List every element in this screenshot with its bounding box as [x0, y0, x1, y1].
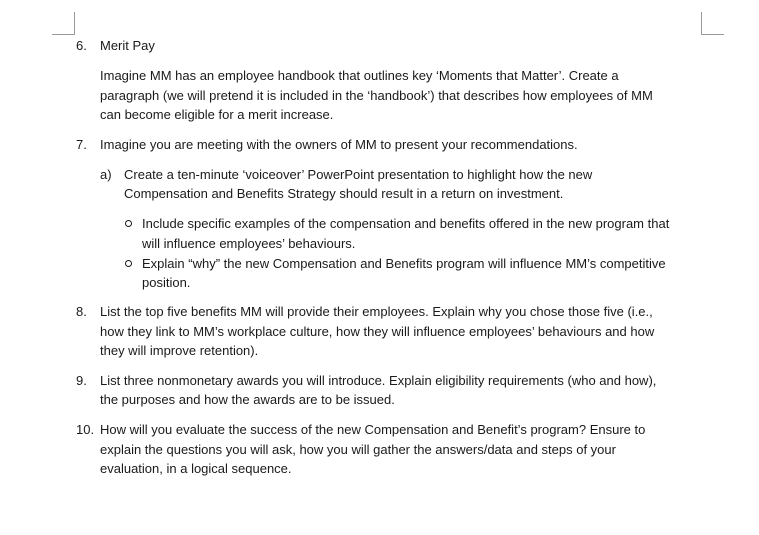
item-line: List three nonmonetary awards you will introduce. Explain eligibility requirements (who and how), — [100, 373, 657, 388]
item-line: evaluation, in a logical sequence. — [100, 461, 292, 476]
paragraph-line: can become eligible for a merit increase. — [100, 107, 334, 122]
bullet-line: Include specific examples of the compensation and benefits offered in the new program that — [142, 216, 670, 231]
item-line: how they link to MM’s workplace culture, how they will influence employees’ behaviours and how — [100, 324, 655, 339]
paragraph-line: paragraph (we will pretend it is included in the ‘handbook’) that describes how employees of MM — [100, 88, 653, 103]
sub-item-line: Compensation and Benefits Strategy should result in a return on investment. — [124, 186, 564, 201]
item-number: 6. — [76, 38, 87, 53]
item-line: the purposes and how the awards are to be issued. — [100, 392, 395, 407]
page-margin-corner-right — [701, 12, 724, 35]
sub-item-letter: a) — [100, 167, 112, 182]
item-line: explain the questions you will ask, how you will gather the answers/data and steps of your — [100, 442, 616, 457]
item-line: List the top five benefits MM will provide their employees. Explain why you chose those five (i.e., — [100, 304, 653, 319]
item-line: How will you evaluate the success of the new Compensation and Benefit’s program? Ensure to — [100, 422, 646, 437]
item-line: they will improve retention). — [100, 343, 259, 358]
item-number: 7. — [76, 137, 87, 152]
page-margin-corner-left — [52, 12, 75, 35]
bullet-line: will influence employees’ behaviours. — [142, 236, 356, 251]
item-number: 9. — [76, 373, 87, 388]
item-text: Imagine you are meeting with the owners of MM to present your recommendations. — [100, 137, 578, 152]
item-number: 10. — [76, 422, 95, 437]
paragraph-line: Imagine MM has an employee handbook that outlines key ‘Moments that Matter’. Create a — [100, 68, 619, 83]
hollow-bullet-icon — [125, 260, 132, 267]
bullet-line: position. — [142, 275, 191, 290]
item-title: Merit Pay — [100, 38, 155, 53]
item-number: 8. — [76, 304, 87, 319]
bullet-line: Explain “why” the new Compensation and Benefits program will influence MM’s competitive — [142, 256, 666, 271]
hollow-bullet-icon — [125, 220, 132, 227]
sub-item-line: Create a ten-minute ‘voiceover’ PowerPoint presentation to highlight how the new — [124, 167, 593, 182]
